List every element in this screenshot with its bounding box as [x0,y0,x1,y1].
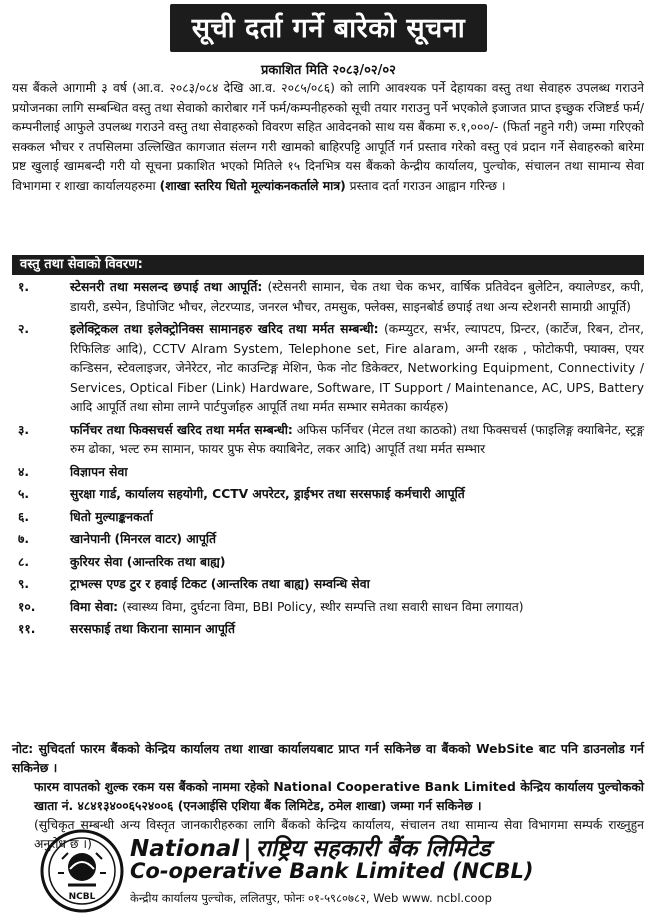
item-number: १. [18,280,30,294]
item-text [70,530,644,550]
logo-text: NCBL [68,892,96,902]
list-item [12,530,644,550]
item-number: ५. [18,487,30,501]
note-fee-text: फारम वापतको शुल्क रकम यस बैंकको नाममा रहेको National Cooperative Bank Limited केन्द्रिय कार्यालय पुल्चोकको खाता नं. ४८४१३४००६५२४००६ (एनआईसि एशिया बैंक लिमिटेड, ठमेल शाखा) जम्मा गर्न सकिनेछ । [34,780,644,813]
item-head: इलेक्ट्रिकल तथा इलेक्ट्रोनिक्स सामानहरु खरिद तथा मर्मत सम्बन्धी: [70,322,379,336]
list-item [12,553,644,573]
item-number: २. [18,322,30,336]
published-date: प्रकाशित मिति २०८३/०२/०२ [261,63,396,78]
note-contact: (सुचिकृत सम्बन्धी अन्य विस्तृत जानकारीहरुका लागि बैंकको केन्द्रिय कार्यालय, संचालन तथा सामान्य सेवा विभागमा सम्पर्क राख्नुहुन अनुरोध छ ।) [34,818,644,851]
item-number: ८. [18,554,30,569]
note-download-text: नोट: सुचिदर्ता फारम बैंकको केन्द्रिय कार्यालय तथा शाखा कार्यालयबाट प्राप्त गर्न सकिनेछ वा बैंकको WebSite बाट पनि डाउनलोड गर्न सकिनेछ । [12,742,644,775]
item-head: स्टेसनरी तथा मसलन्द छपाई तथा आपूर्ति: [70,280,263,294]
intro-bold: (शाखा स्तरिय धितो मूल्यांकनकर्ताले मात्र) [159,178,346,193]
bank-name-en-2: Co-operative Bank Limited (NCBL) [130,859,534,883]
item-body: (स्टेसनरी सामान, चेक तथा चेक कभर, वार्षिक प्रतिवेदन बुलेटिन, क्यालेण्डर, कपी, डायरी, डस्पेन, डिपोजिट भौचर, लेटरप्याड, जनरल भौचर, तमसुक, फ्लेक्स, साइनबोर्ड छपाई तथा अन्य स्टेशनरी सामाग्री आपूर्ति) [70,280,644,314]
item-text [70,320,644,418]
ncbl-logo-icon [40,829,124,913]
item-body: (कम्प्युटर, सर्भर, ल्यापटप, प्रिन्टर, (कार्टेज, रिबन, टोनर, रिफिलिङ आदि), CCTV Alram System, Telephone set, Fire alaram, अग्नी रक्षक , फोटोकपी, फ्याक्स, एयर कन्डिसन, स्टेवलाइजर, जेनेरेटर, नोट काउन्टिङ्ग मेशिन, फेक नोट डिकेक्टर, Networking Equipment, Connectivity / Services, Optical Fiber (Link) Hardware, Software, IT Support / Maintenance, AC, UPS, Battery आदि आपूर्ति तथा सोमा लाग्ने पार्टपुर्जाहरु आपूर्ति तथा मर्मत सम्भार समेतका कार्यहरु) [70,322,644,414]
bank-name-en-1: National [130,836,240,862]
list-item [12,508,644,528]
list-item [12,320,644,418]
item-number: १०. [18,599,36,614]
item-text [70,598,644,618]
items-list [12,278,644,643]
item-head: विमा सेवा: [70,599,119,614]
list-item [12,421,644,460]
item-number: ६. [18,509,30,524]
item-text [70,278,644,317]
section-heading: वस्तु तथा सेवाको विवरण: [12,255,644,275]
item-head: सुरक्षा गार्ड, कार्यालय सहयोगी, CCTV अपरेटर, ड्राईभर तथा सरसफाई कर्मचारी आपूर्ति [70,487,465,501]
item-text [70,575,644,595]
list-item [12,598,644,618]
item-head: धितो मुल्याङ्कनकर्ता [70,509,153,524]
item-head: ट्राभल्स एण्ड टुर र हवाई टिकट (आन्तरिक तथा बाह्य) सम्वन्धि सेवा [70,577,370,591]
title-wrap [0,4,657,52]
bank-footer [0,825,657,915]
list-item [12,463,644,483]
note-fee [12,778,644,816]
list-item [12,620,644,640]
bank-name-separator: | [243,836,252,862]
item-number: ९. [18,577,30,591]
item-body: अफिस फर्निचर (मेटल तथा काठको) तथा फिक्सचर्स (फाइलिङ्ग क्याबिनेट, स्ट्रङ्ग रुम ढोका, भल्ट रुम सामान, फायर प्रुफ सेफ क्याबिनेट, लकर आदि) आपूर्ति तथा मर्मत सम्भार [70,422,644,456]
item-number: ७. [18,532,30,546]
item-number: ३. [18,422,30,437]
item-number: ४. [18,464,30,479]
item-text [70,553,644,573]
list-item [12,575,644,595]
item-text [70,508,644,528]
item-body: (स्वास्थ्य विमा, दुर्घटना विमा, BBI Policy, स्थीर सम्पत्ति तथा सवारी साधन विमा लगायत) [118,599,524,614]
list-item [12,485,644,505]
intro-text-end: प्रस्ताव दर्ता गराउन आह्वान गरिन्छ । [345,178,506,193]
item-text [70,485,644,505]
note-download [12,740,644,778]
item-head: खानेपानी (मिनरल वाटर) आपूर्ति [70,532,217,546]
item-head: कुरियर सेवा (आन्तरिक तथा बाह्य) [70,554,226,569]
notice-title: सूची दर्ता गर्ने बारेको सूचना [170,4,487,52]
item-number: ११. [18,622,36,636]
item-head: सरसफाई तथा किराना सामान आपूर्ति [70,622,235,636]
list-item [12,278,644,317]
bank-name-np: राष्ट्रिय सहकारी बैंक लिमिटेड [255,836,491,862]
item-head: फर्निचर तथा फिक्सचर्स खरिद तथा मर्मत सम्बन्धी: [70,422,293,437]
item-text [70,463,644,483]
bank-contact: केन्द्रीय कार्यालय पुल्चोक, ललितपुर, फोनः ०१-५९८०७८२, Web www. ncbl.coop [130,891,492,905]
item-head: विज्ञापन सेवा [70,464,128,479]
intro-text: यस बैंकले आगामी ३ वर्ष (आ.व. २०८३/०८४ देखि आ.व. २०८५/०८६) को लागि आवश्यक पर्ने देहायका वस्तु तथा सेवाहरु उपलब्ध गराउने प्रयोजनका लागि सम्बन्धित वस्तु तथा सेवाको कारोबार गर्ने फर्म/कम्पनीहरुको सूची तयार गराउनु पर्ने भएकोले इजाजत प्राप्त इच्छुक रजिष्टर्ड फर्म/कम्पनीलाई आफुले उपलब्ध गराउने वस्तु तथा सेवाहरुको विवरण सहित आवेदनको साथ यस बैंकमा रु.१,०००/- (फिर्ता नहुने गरी) जम्मा गरिएको सक्कल भौचर र तपसिलमा उल्लिखित कागजात संलग्न गरी खामको बाहिरपट्टि आपूर्ति गर्न प्रस्ताव गरेको वस्तु एवं प्रदान गर्ने सेवाहरुको बारेमा प्रष्ट खुलाई खामबन्दी गरी यो सूचना प्रकाशित भएको मितिले १५ दिनभित्र यस बैंकको केन्द्रीय कार्यालय, पुल्चोक, संचालन तथा सामान्य सेवा विभागमा र शाखा कार्यालयहरुमा [12,81,644,193]
item-text [70,620,644,640]
item-text [70,421,644,460]
intro-paragraph [12,79,644,196]
